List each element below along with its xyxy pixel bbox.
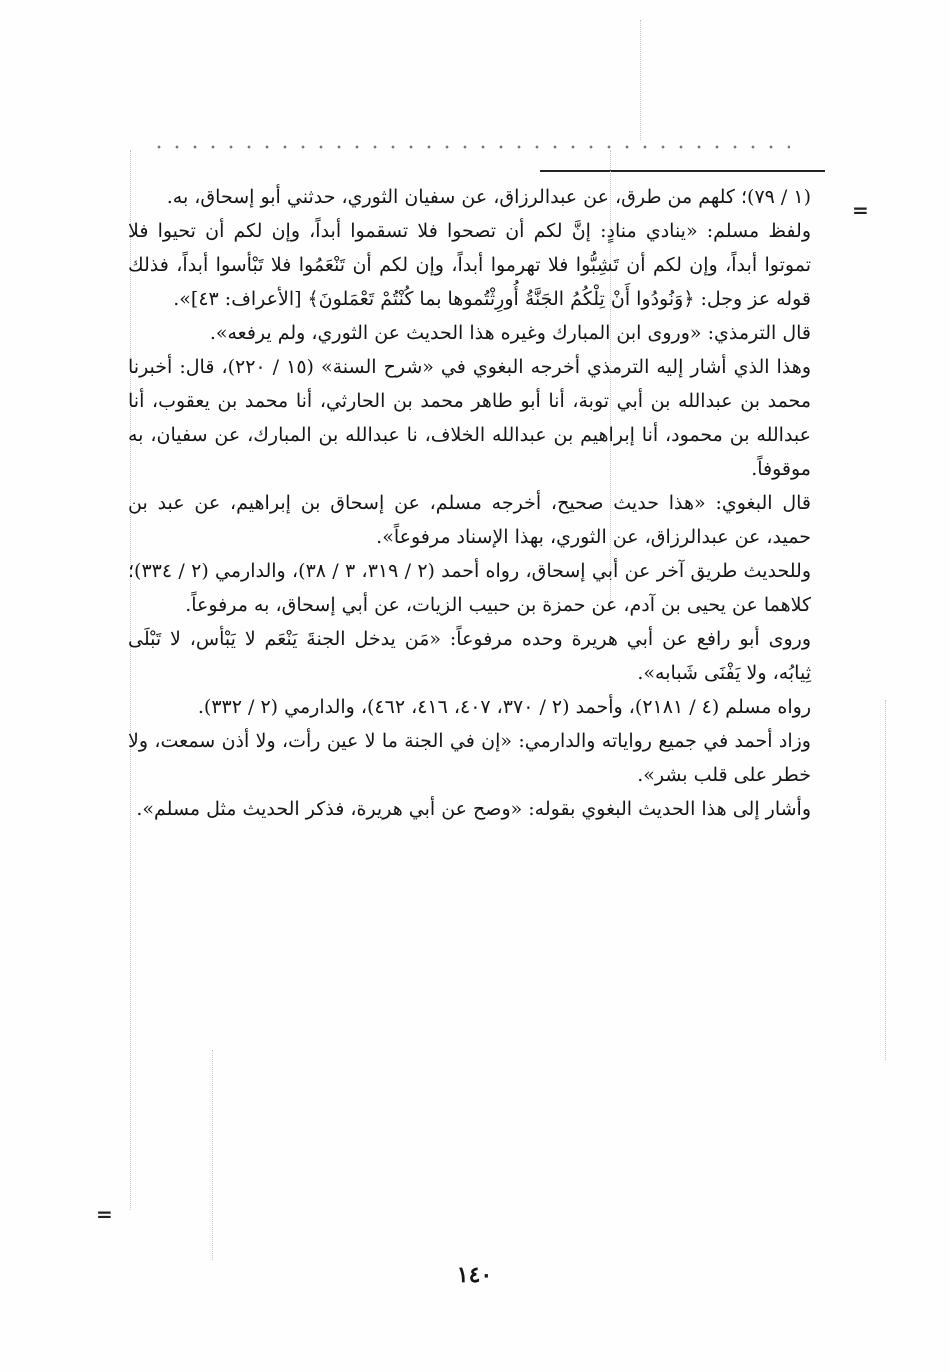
- paragraph: ولفظ مسلم: «ينادي منادٍ: إنَّ لكم أن تصحوا فلا تسقموا أبداً، وإن لكم أن تحيوا فلا تموتوا أبداً، وإن لكم أن تَشِبُّوا فلا تهرموا أبداً، وإن لكم أن تَنْعَمُوا فلا تَبْأسوا أبداً، فذلك قوله عز وجل: ﴿وَنُودُوا أَنْ تِلْكُمُ الجَنَّةُ أُورِثْتُموها بما كُنْتُمْ تَعْمَلونَ﴾ [الأعراف: ٤٣]».: [128, 220, 811, 310]
- paragraph: وللحديث طريق آخر عن أبي إسحاق، رواه أحمد (٢ / ٣١٩، ٣ / ٣٨)، والدارمي (٢ / ٣٣٤)؛ كلاهما عن يحيى بن آدم، عن حمزة بن حبيب الزيات، عن أبي إسحاق، به مرفوعاً.: [128, 560, 811, 616]
- text-column: [128, 180, 811, 826]
- footnote-rule: [540, 170, 825, 172]
- paragraph: قال البغوي: «هذا حديث صحيح، أخرجه مسلم، عن إسحاق بن إبراهيم، عن عبد بن حميد، عن عبدالرزاق، عن الثوري، بهذا الإسناد مرفوعاً».: [128, 492, 811, 548]
- margin-mark-bottom: =: [96, 1202, 113, 1226]
- margin-mark-top: =: [852, 198, 869, 222]
- paragraph: (١ / ٧٩)؛ كلهم من طرق، عن عبدالرزاق، عن سفيان الثوري، حدثني أبو إسحاق، به.: [166, 186, 811, 208]
- paragraph: وروى أبو رافع عن أبي هريرة وحده مرفوعاً: «مَن يدخل الجنةَ يَنْعَم لا يَبْأس، لا تَبْلَى ثِيابُه، ولا يَفْنَى شَبابه».: [128, 628, 811, 684]
- scan-line: [640, 20, 641, 140]
- paragraph: قال الترمذي: «وروى ابن المبارك وغيره هذا الحديث عن الثوري، ولم يرفعه».: [209, 322, 811, 344]
- dotted-border: [150, 144, 790, 150]
- paragraph: وزاد أحمد في جميع رواياته والدارمي: «إن في الجنة ما لا عين رأت، ولا أذن سمعت، ولا خطر على قلب بشر».: [128, 730, 811, 786]
- paragraph: رواه مسلم (٤ / ٢١٨١)، وأحمد (٢ / ٣٧٠، ٤٠٧، ٤١٦، ٤٦٢)، والدارمي (٢ / ٣٣٢).: [197, 696, 811, 718]
- page-number: ١٤٠: [456, 1262, 493, 1288]
- paragraph: وهذا الذي أشار إليه الترمذي أخرجه البغوي في «شرح السنة» (١٥ / ٢٢٠)، قال: أخبرنا محمد بن عبدالله بن أبي توبة، أنا أبو طاهر محمد بن الحارثي، أنا محمد بن يعقوب، أنا عبدالله بن محمود، أنا إبراهيم بن عبدالله الخلاف، نا عبدالله بن المبارك، عن سفيان، به موقوفاً.: [128, 356, 811, 480]
- scan-line: [885, 700, 886, 1060]
- paragraph: وأشار إلى هذا الحديث البغوي بقوله: «وصح عن أبي هريرة، فذكر الحديث مثل مسلم».: [136, 798, 811, 820]
- scan-line: [212, 1050, 213, 1260]
